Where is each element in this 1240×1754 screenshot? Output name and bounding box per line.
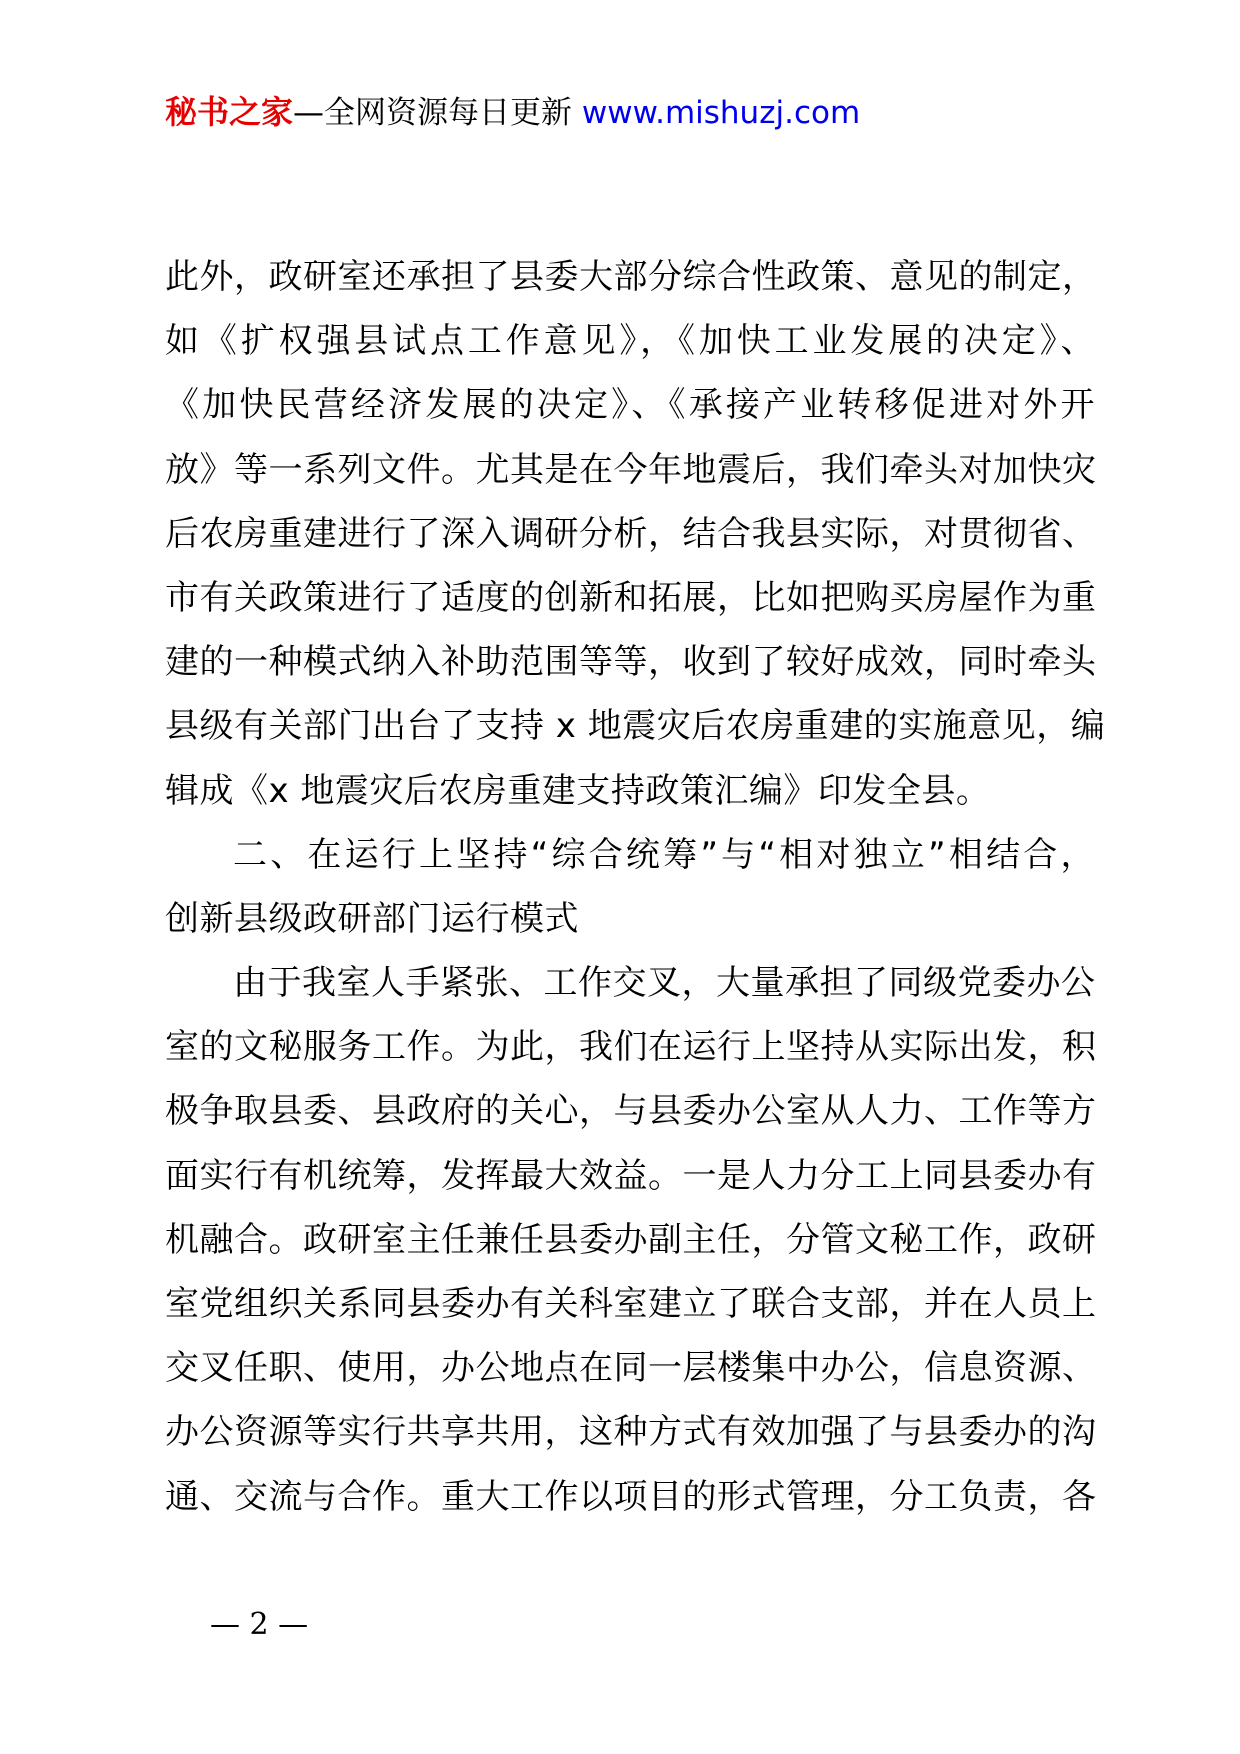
text-line: 市有关政策进行了适度的创新和拓展，比如把购买房屋作为重	[165, 577, 1097, 618]
header-tagline: —全网资源每日更新	[293, 95, 582, 131]
text-line: 交叉任职、使用，办公地点在同一层楼集中办公，信息资源、	[165, 1348, 1097, 1389]
section-heading-line: 二、在运行上坚持“综合统筹”与“相对独立”相结合，	[233, 834, 1095, 875]
text-line: 县级有关部门出台了支持 x 地震灾后农房重建的实施意见，编	[165, 706, 1106, 747]
text-line: 如《扩权强县试点工作意见》，《加快工业发展的决定》、	[165, 321, 1095, 362]
site-header	[165, 92, 860, 133]
text-line: 《加快民营经济发展的决定》、《承接产业转移促进对外开	[165, 385, 1095, 426]
section-heading-line: 创新县级政研部门运行模式	[165, 898, 579, 939]
text-line: 室的文秘服务工作。为此，我们在运行上坚持从实际出发，积	[165, 1027, 1097, 1068]
text-line: 室党组织关系同县委办有关科室建立了联合支部，并在人员上	[165, 1284, 1097, 1324]
brand-name: 秘书之家	[165, 93, 294, 131]
text-line: 机融合。政研室主任兼任县委办副主任，分管文秘工作，政研	[165, 1219, 1097, 1260]
page-number: — 2 —	[210, 1607, 309, 1642]
text-line: 此外，政研室还承担了县委大部分综合性政策、意见的制定，	[165, 257, 1097, 297]
text-line: 辑成《x 地震灾后农房重建支持政策汇编》印发全县。	[165, 770, 991, 811]
text-line: 办公资源等实行共享共用，这种方式有效加强了与县委办的沟	[165, 1412, 1097, 1453]
text-line: 建的一种模式纳入补助范围等等，收到了较好成效，同时牵头	[165, 642, 1097, 683]
text-line: 后农房重建进行了深入调研分析，结合我县实际，对贯彻省、	[165, 513, 1097, 554]
site-url-link[interactable]: www.mishuzj.com	[581, 95, 861, 131]
text-line: 放》等一系列文件。尤其是在今年地震后，我们牵头对加快灾	[165, 449, 1097, 490]
text-line: 通、交流与合作。重大工作以项目的形式管理，分工负责，各	[165, 1476, 1097, 1517]
text-line: 极争取县委、县政府的关心，与县委办公室从人力、工作等方	[165, 1091, 1097, 1132]
text-line: 由于我室人手紧张、工作交叉，大量承担了同级党委办公	[233, 963, 1096, 1004]
text-line: 面实行有机统筹，发挥最大效益。一是人力分工上同县委办有	[165, 1155, 1097, 1196]
document-body	[165, 245, 1106, 1529]
